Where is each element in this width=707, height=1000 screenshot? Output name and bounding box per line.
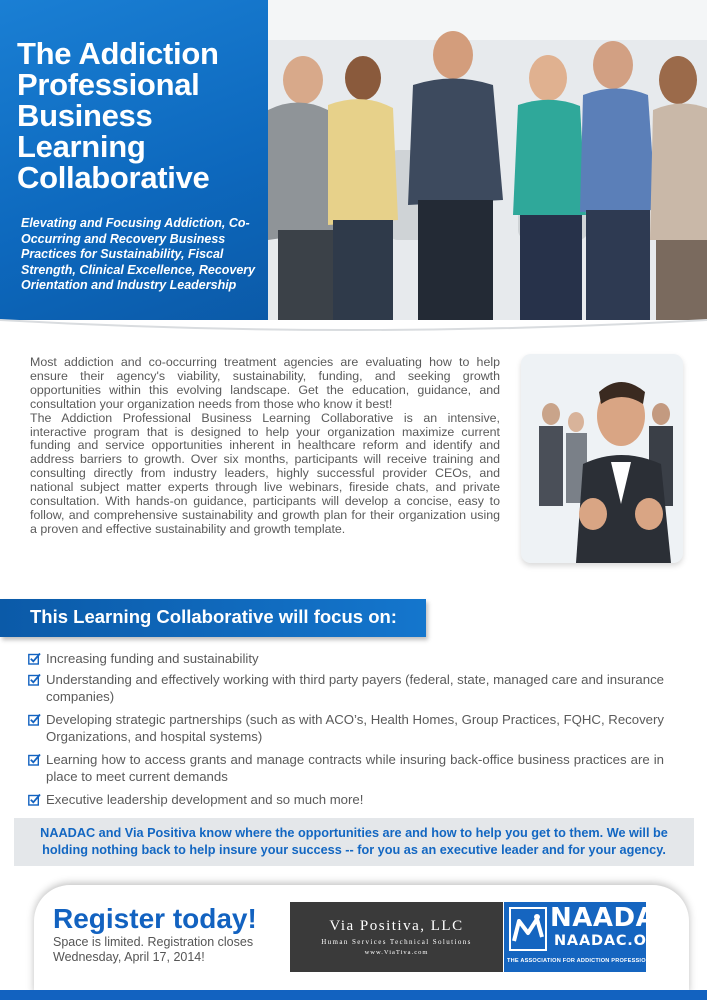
focus-heading-banner [0, 599, 426, 637]
checkbox-check-icon [28, 753, 41, 766]
footer-bar [0, 990, 707, 1000]
checkbox-check-icon [28, 652, 41, 665]
via-positiva-url: www.ViaTiva.com [364, 949, 429, 956]
list-item [28, 650, 664, 667]
naadac-emblem-icon [509, 907, 547, 951]
page-title: The Addiction Professional Business Learning Collaborative [17, 36, 219, 195]
via-positiva-tagline: Human Services Technical Solutions [321, 938, 472, 946]
via-positiva-name: Via Positiva, LLC [329, 918, 464, 934]
focus-heading: This Learning Collaborative will focus on: [30, 606, 397, 627]
focus-item-text: Executive leadership development and so much more! [46, 792, 364, 807]
intro-paragraph-1: Most addiction and co-occurring treatment agencies are evaluating how to help ensure their agency's viability, sustainability, funding, and seeking growth opportunities within this evolving landscape. Get the education, guidance, and consultation your organization needs from those who know it best! [30, 355, 500, 411]
registration-note: Space is limited. Registration closes Wednesday, April 17, 2014! [53, 935, 254, 964]
hero-subtitle: Elevating and Focusing Addiction, Co-Occurring and Recovery Business Practices for Sustainability, Fiscal Strength, Clinical Excellence, Recovery Orientation and Industry Leadership [21, 216, 256, 292]
focus-item-text: Understanding and effectively working with third party payers (federal, state, managed care and insurance companies) [46, 672, 664, 704]
list-item [28, 671, 664, 705]
list-item [28, 751, 664, 785]
naadac-site: NAADAC.ORG [554, 933, 672, 949]
naadac-name: NAADAC [550, 903, 676, 933]
checkbox-check-icon [28, 713, 41, 726]
callout-box: NAADAC and Via Positiva know where the opportunities are and how to help you get to them. We will be holding nothing back to help insure your success -- for you as an executive leader and for your agency. [14, 818, 694, 866]
focus-item-text: Developing strategic partnerships (such as with ACO’s, Health Homes, Group Practices, FQHC, Recovery Organizations, and hospital systems) [46, 712, 664, 744]
naadac-logo [504, 902, 676, 972]
focus-list [28, 650, 664, 808]
focus-item-text: Increasing funding and sustainability [46, 651, 259, 666]
list-item [28, 791, 664, 808]
intro-text [30, 356, 500, 537]
business-team-photo [521, 354, 683, 563]
checkbox-check-icon [28, 793, 41, 806]
via-positiva-logo [290, 902, 503, 972]
hero-panel [0, 0, 268, 320]
checkbox-check-icon [28, 673, 41, 686]
hero-divider [0, 316, 707, 344]
register-heading[interactable]: Register today! [53, 903, 257, 934]
group-discussion-photo [268, 0, 707, 320]
naadac-tagline: THE ASSOCIATION FOR ADDICTION PROFESSIONALS [507, 958, 662, 964]
intro-paragraph-2: The Addiction Professional Business Learning Collaborative is an intensive, interactive program that is designed to help your organization maximize current funding and service opportunities inherent in healthcare reform and identify and address barriers to growth. Over six months, participants will receive training and consulting directly from industry leaders, highly successful provider CEOs, and national subject matter experts through live webinars, fireside chats, and private consultation. With hands-on guidance, participants will develop a concise, easy to follow, and comprehensive sustainability and growth plan for their organization using a proven and effective sustainability and growth template. [30, 410, 500, 536]
list-item [28, 711, 664, 745]
focus-item-text: Learning how to access grants and manage contracts while insuring back-office business practices are in place to meet current demands [46, 752, 664, 784]
